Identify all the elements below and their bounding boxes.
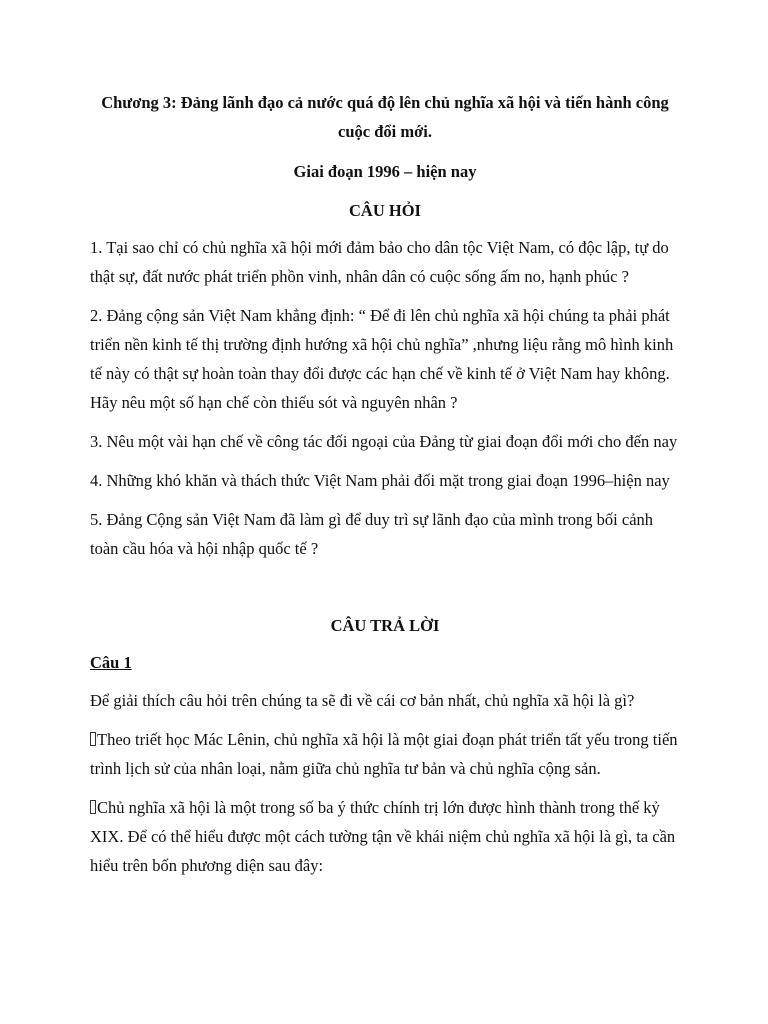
missing-glyph-bullet-icon — [90, 732, 96, 746]
chapter-title: Chương 3: Đảng lãnh đạo cả nước quá độ lên chủ nghĩa xã hội và tiến hành công cuộc đổi mới. — [101, 93, 669, 141]
question-3: 3. Nêu một vài hạn chế về công tác đối ngoại của Đảng từ giai đoạn đổi mới cho đến nay — [90, 432, 678, 451]
question-5: 5. Đảng Cộng sản Việt Nam đã làm gì để duy trì sự lãnh đạo của mình trong bối cảnh toàn cầu hóa và hội nhập quốc tế ? — [90, 510, 654, 558]
answer-1-intro: Để giải thích câu hỏi trên chúng ta sẽ đi về cái cơ bản nhất, chủ nghĩa xã hội là gì? — [90, 691, 635, 710]
spacer — [90, 573, 680, 602]
missing-glyph-bullet-icon — [90, 800, 96, 814]
answer-1-point-2-text: Chủ nghĩa xã hội là một trong số ba ý thức chính trị lớn được hình thành trong thế kỷ XIX. Để có thể hiểu được một cách tường tận về khái niệm chủ nghĩa xã hội là gì, ta cần hiểu trên bốn phương diện sau đây: — [90, 798, 676, 875]
question-4: 4. Những khó khăn và thách thức Việt Nam phải đối mặt trong giai đoạn 1996–hiện nay — [90, 471, 670, 490]
answer-1-point-1-text: Theo triết học Mác Lênin, chủ nghĩa xã hội là một giai đoạn phát triển tất yếu trong tiến trình lịch sử của nhân loại, nằm giữa chủ nghĩa tư bản và chủ nghĩa cộng sản. — [90, 730, 678, 778]
questions-heading: CÂU HỎI — [349, 201, 421, 220]
period-heading: Giai đoạn 1996 – hiện nay — [293, 162, 477, 181]
answer-1-heading: Câu 1 — [90, 653, 132, 672]
answers-heading: CÂU TRẢ LỜI — [330, 616, 440, 635]
answer-1-point-1 — [90, 725, 680, 783]
document-page — [90, 88, 680, 890]
question-2: 2. Đảng cộng sản Việt Nam khẳng định: “ Để đi lên chủ nghĩa xã hội chúng ta phải phát triển nền kinh tế thị trường định hướng xã hội chủ nghĩa” ,nhưng liệu rằng mô hình kinh tế này có thật sự hoàn toàn thay đổi được các hạn chế về kinh tế ở Việt Nam hay không. Hãy nêu một số hạn chế còn thiếu sót và nguyên nhân ? — [90, 306, 674, 412]
answer-1-point-2 — [90, 793, 680, 880]
question-1: 1. Tại sao chỉ có chủ nghĩa xã hội mới đảm bảo cho dân tộc Việt Nam, có độc lập, tự do thật sự, đất nước phát triển phồn vinh, nhân dân có cuộc sống ấm no, hạnh phúc ? — [90, 238, 669, 286]
